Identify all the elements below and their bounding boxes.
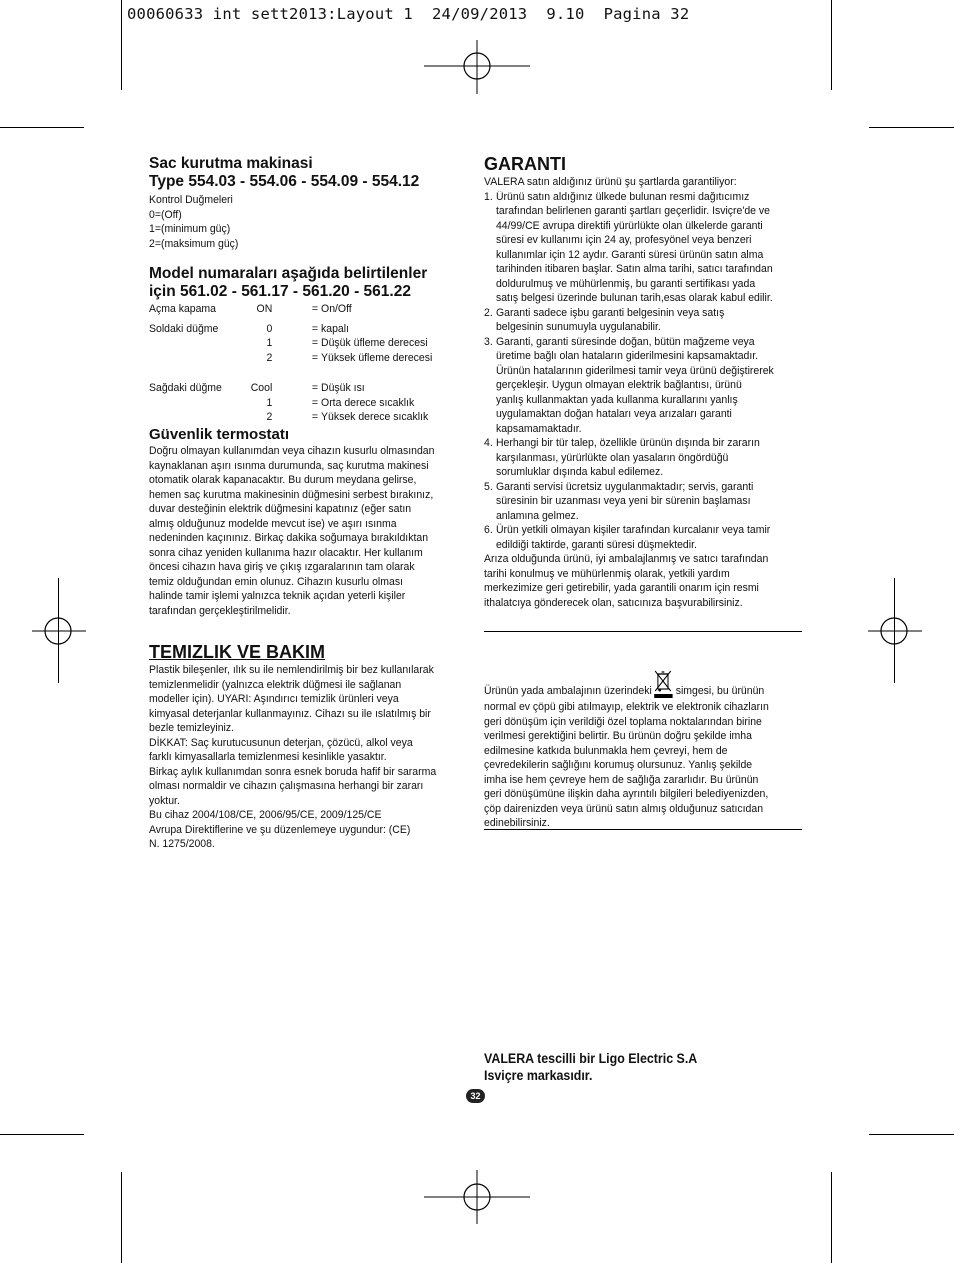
text-line: Birkaç aylık kullanımdan sonra esnek boruda hafif bir sararma: [149, 765, 437, 778]
text-line: sonra cihaz yeniden kullanıma hazır olacaktır. Her kullanım: [149, 546, 423, 559]
text-line: tarafından belirlenen garanti şartları geçerlidir. Isviçre'de ve: [495, 205, 770, 217]
warranty-list: [484, 190, 801, 553]
text-line: farklı kimyasallarla temizlenmesi kesinlikle yasaktır.: [149, 751, 387, 763]
cleaning-section: [149, 642, 469, 852]
text-line: geri dönüşümüne ilişkin daha ayrıntılı bilgileri belediyenizden,: [484, 788, 769, 800]
text-line: Herhangi bir tür talep, özellikle ürünün dışında bir zararın: [495, 437, 760, 449]
text-line: Garanti sadece işbu garanti belgesinin veya satış: [495, 306, 725, 319]
text-line: edinebilirsiniz.: [484, 817, 550, 829]
text-line: Arıza olduğunda ürünü, iyi ambalajlanmış ve satıcı tarafından: [484, 553, 769, 565]
text-line: Bu cihaz 2004/108/CE, 2006/95/CE, 2009/125/CE: [149, 809, 382, 821]
text-line: tarafından gerçekleştirilmelidir.: [149, 604, 291, 617]
text-line: kullanımlar için 12 aydır. Garanti süresi ürünün satın alma: [495, 248, 764, 261]
text-line: belgesinin sunumuyla uygulanabilir.: [495, 321, 661, 333]
text-line: ithalatcıya gönderecek olan, satıcınıza başvurabilirsiniz.: [484, 596, 743, 609]
text-line: edildiği taktirde, garanti süresi düşmektedir.: [495, 538, 697, 551]
product-heading: [149, 155, 469, 191]
warranty-item: [484, 306, 801, 335]
text-line: olması normaldir ve cihazın çalışmasına herhangi bir zararı: [149, 780, 424, 792]
text-line: verilmesi gerektiğini belirtir. Bu ürünün doğru şekilde imha: [484, 730, 752, 742]
weee-section: Ürünün yada ambalajının üzerindeki simgesi, bu ürünün normal ev çöpü gibi atılmayıp, elektrik ve elektronik cihazların geri dönüşüm için verildiği özel toplama noktalarından birine verilmesi gerektiğini belirtir. Bu ürünün doğru şekilde imha edilmesine katkıda bulunmakla hem çevreyi, hem de çevredekilerin sağlığını korumuş olursunuz. Yanlış şekilde imha ise hem çevreye hem de sağlığa zararlıdır. Bu ürünün geri dönüşümüne ilişkin daha ayrıntılı bilgileri belediyenizden, çöp dairenizden veya ürünü satın almış olduğunuz satıcıdan edinebilirsiniz.: [484, 670, 801, 831]
text-line: otomatik olarak kapanacaktır. Bu durum meydana gelirse,: [149, 474, 417, 486]
control-row: Sağdaki düğme Cool = Düşük ısı: [149, 382, 365, 394]
text-line: uygulamaktan doğan hataları veya arızaları garanti: [495, 408, 732, 420]
control-row: 2 = Yüksek üfleme derecesi: [266, 351, 433, 364]
text-line: merkezimize geri getirebilir, yada garantili onarım için resmi: [484, 582, 759, 594]
thermostat-text: [149, 444, 466, 618]
text-line: yoktur.: [149, 794, 180, 807]
registration-mark-bottom: [424, 1170, 530, 1224]
text-line: Ürün yetkili olmayan kişiler tarafından kurcalanır veya tamir: [495, 524, 771, 536]
text-line: 44/99/CE avrupa direktifi yürürlükte olan ülkelerde garanti: [495, 219, 763, 232]
text-line: süresi ev kullanımı için 24 ay, profesyönel veya benzeri: [495, 234, 752, 246]
text-line: Garanti servisi ücretsiz uygulanmaktadır; servis, garanti: [495, 480, 754, 493]
warranty-outro: [484, 552, 801, 610]
text-line: satış belgesi üzerinde bulunan tarih,esas olarak kabul edilir.: [495, 292, 773, 304]
text-line: gerçekleşir. Uygun olmayan elektrik bağlantısı, ürünü: [495, 379, 742, 391]
crossed-bin-icon: [654, 670, 674, 700]
text-line: sorumluklar dışında kabul edilemez.: [495, 466, 664, 478]
warranty-title: GARANTI: [484, 154, 566, 174]
warranty-section: [484, 154, 804, 610]
control-row: 2 = Yüksek derece sıcaklık: [266, 411, 429, 423]
item-number: 3.: [484, 335, 493, 348]
controls-intro: Kontrol Duğmeleri 0=(Off) 1=(minimum güç) 2=(maksimum güç): [149, 194, 239, 250]
warranty-item: [484, 190, 801, 306]
registration-mark-right: [868, 605, 922, 657]
text-line: Avrupa Direktiflerine ve şu düzenlemeye uygundur: (CE): [149, 823, 411, 836]
text-line: almış olduğunuz modelde mevcut ise) ve aşırı ısınma: [149, 517, 397, 530]
text-line: halinde tamir işlemi yalnızca teknik açıdan yeterli kişiler: [149, 590, 406, 602]
item-number: 2.: [484, 306, 493, 319]
cleaning-title: TEMIZLIK VE BAKIM: [149, 642, 325, 662]
text-line: doldurulmuş ve mühürlenmiş, bu garanti sertifikası yada: [495, 277, 756, 290]
text-line: kimyasal deterjanlar kullanmayınız. Cihazı su ile ıslatılmış bir: [149, 707, 431, 720]
text-line: çöp dairenizden veya ürünü satın almış olduğunuz satıcıdan: [484, 802, 764, 815]
text-line: DİKKAT: Saç kurutucusunun deterjan, çözücü, alkol veya: [149, 736, 413, 749]
divider: [484, 631, 802, 632]
thermostat-section: [149, 426, 469, 618]
divider: [484, 829, 802, 830]
text-line: bezle temizleyiniz.: [149, 722, 235, 734]
text-line: Ürünü satın aldığınız ülkede bulunan resmi dağıtıcımız: [495, 190, 750, 203]
product-title: Sac kurutma makinasi: [149, 155, 313, 172]
control-row: 1 = Düşük üfleme derecesi: [266, 337, 428, 349]
text-line: nedeninden kaçınınız. Birkaç dakika soğumaya bırakıldıktan: [149, 532, 429, 544]
registration-mark-top: [424, 40, 530, 94]
text-line: N. 1275/2008.: [149, 838, 215, 850]
text-line: Garanti, garanti süresinde doğan, bütün mağzeme veya: [495, 335, 755, 348]
text-line: Plastik bileşenler, ılık su ile nemlendirilmiş bir bez kullanılarak: [149, 664, 434, 676]
control-row: Açma kapama ON = On/Off: [149, 303, 352, 315]
text-line: Doğru olmayan kullanımdan veya cihazın kusurlu olmasından: [149, 445, 435, 457]
print-slug: 00060633 int sett2013:Layout 1 24/09/2013 9.10 Pagina 32: [127, 5, 690, 23]
text-line: kapsamamaktadır.: [495, 422, 582, 435]
text-line: kaynaklanan aşırı ısınma durumunda, saç kurutma makinesi: [149, 459, 429, 472]
thermostat-title: Güvenlik termostatı: [149, 426, 290, 443]
control-row: 1 = Orta derece sıcaklık: [266, 396, 415, 409]
text-line: imha ise hem çevreye hem de sağlığa zararlıdır. Bu ürünün: [484, 773, 759, 786]
text-line: yanlış kullanmaktan yada kullanma kurallarını yanlış: [495, 393, 738, 406]
text-line: çevredekilerin sağlığını korumuş olursunuz. Yanlış şekilde: [484, 759, 753, 771]
product-type: Type 554.03 - 554.06 - 554.09 - 554.12: [149, 173, 420, 190]
text-line: normal ev çöpü gibi atılmayıp, elektrik ve elektronik cihazların: [484, 701, 769, 713]
item-number: 5.: [484, 480, 493, 493]
item-number: 4.: [484, 437, 493, 449]
weee-text: [484, 700, 801, 831]
text-line: tarihi konulmuş ve mühürlenmiş olarak, yetkili yardım: [484, 567, 730, 580]
warranty-intro: VALERA satın aldığınız ürünü şu şartlarda garantiliyor:: [484, 176, 737, 188]
warranty-item: [484, 480, 801, 524]
warranty-item: [484, 436, 801, 480]
warranty-item: [484, 335, 801, 437]
text-line: tarihinden itibaren başlar. Satın alma tarihi, satıcı tarafından: [495, 263, 773, 275]
cleaning-text: [149, 663, 466, 852]
item-number: 1.: [484, 190, 493, 203]
text-line: süresinin bir uzanması veya yeni bir sürenin başlaması: [495, 495, 751, 507]
item-number: 6.: [484, 524, 493, 536]
control-row: Soldaki düğme 0 = kapalı: [149, 322, 350, 335]
text-line: temiz olduğundan emin olunuz. Cihazın kusurlu olması: [149, 575, 403, 588]
text-line: öncesi cihazın hava giriş ve çıkış ızgaralarının tam olarak: [149, 561, 415, 573]
model-heading: Model numaraları aşağıda belirtilenler için 561.02 - 561.17 - 561.20 - 561.22: [149, 265, 428, 300]
page-number: 32: [466, 1089, 485, 1103]
text-line: Ürünün hatalarının giderilmesi tamir veya ürünü değiştirerek: [495, 364, 774, 377]
text-line: üretime bağlı olan hataların giderilmesini kapsamaktadır.: [495, 350, 759, 362]
text-line: anlamına gelmez.: [495, 509, 579, 522]
controls-table: [149, 302, 462, 425]
text-line: duvar desteğinin elektrik düğmesini kapatınız (eğer satın: [149, 503, 412, 515]
warranty-item: [484, 523, 801, 552]
text-line: geri dönüşüm için verildiği özel toplama noktalarından birine: [484, 715, 762, 728]
text-line: karşılanması, yürürlükte olan yasaların öngördüğü: [495, 451, 729, 464]
brand-note: VALERA tescilli bir Ligo Electric S.A Isviçre markasıdır.: [484, 1051, 698, 1083]
registration-mark-left: [32, 605, 86, 657]
text-line: edilmesine katkıda bulunmakla hem çevreyi, hem de: [484, 744, 728, 757]
text-line: hemen saç kurutma makinesinin düğmesini serbest bırakınız,: [149, 488, 434, 501]
text-line: modeller için). UYARI: Aşındırıcı temizlik ürünleri veya: [149, 693, 399, 705]
text-line: temizlenmelidir (yalnızca elektrik düğmesi ile sağlanan: [149, 678, 402, 691]
